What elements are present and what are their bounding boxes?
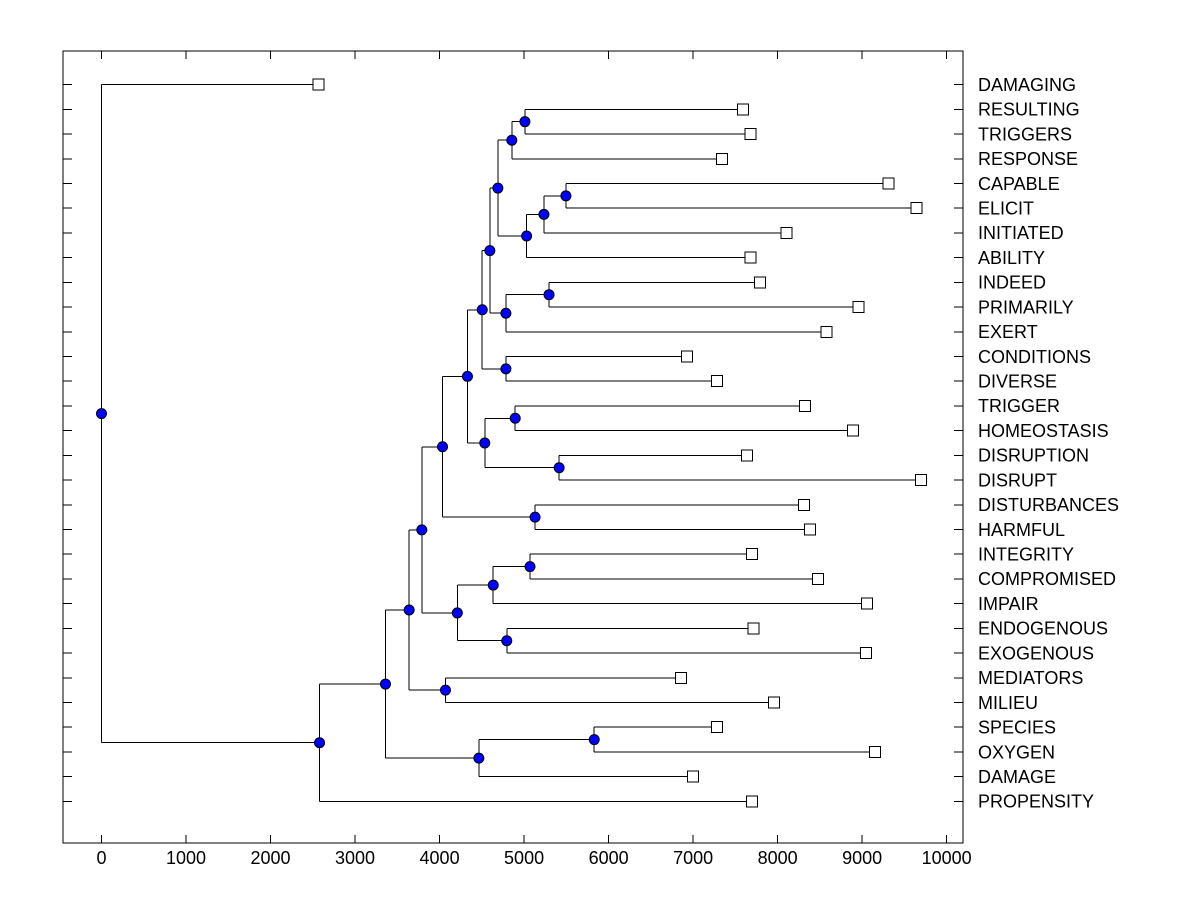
leaf-marker	[883, 178, 894, 189]
x-tick-label: 1000	[165, 848, 207, 868]
internal-node-marker	[417, 525, 427, 535]
internal-node-marker	[477, 305, 487, 315]
internal-node-marker	[404, 605, 414, 615]
internal-node-marker	[488, 580, 498, 590]
x-tick-label: 4000	[419, 848, 460, 868]
leaf-label: RESPONSE	[978, 149, 1079, 170]
leaf-label: COMPROMISED	[978, 569, 1117, 590]
x-tick-label: 7000	[673, 848, 714, 868]
leaf-label: HARMFUL	[978, 519, 1066, 540]
x-tick-label: 9000	[842, 848, 883, 868]
leaf-label: ABILITY	[978, 247, 1046, 268]
internal-node-marker	[502, 636, 512, 646]
leaf-marker	[813, 573, 824, 584]
internal-node-marker	[525, 562, 535, 572]
internal-node-marker	[438, 442, 448, 452]
leaf-label: PROPENSITY	[978, 791, 1095, 812]
x-tick-label: 2000	[250, 848, 291, 868]
leaf-marker	[847, 425, 858, 436]
leaf-marker	[746, 796, 757, 807]
leaf-marker	[313, 79, 324, 90]
leaf-marker	[745, 252, 756, 263]
internal-node-marker	[480, 438, 490, 448]
leaf-marker	[675, 672, 686, 683]
leaf-label: DISRUPTION	[978, 445, 1090, 466]
x-tick-label: 3000	[335, 848, 376, 868]
leaf-label: DIVERSE	[978, 371, 1058, 392]
internal-node-marker	[589, 735, 599, 745]
internal-node-marker	[440, 685, 450, 695]
leaf-label: TRIGGERS	[978, 124, 1073, 145]
internal-node-marker	[452, 608, 462, 618]
x-tick-label: 5000	[504, 848, 545, 868]
leaf-marker	[915, 475, 926, 486]
leaf-label: DISTURBANCES	[978, 495, 1120, 516]
internal-node-marker	[530, 512, 540, 522]
leaf-label: DAMAGE	[978, 766, 1057, 787]
internal-node-marker	[544, 290, 554, 300]
leaf-marker	[741, 450, 752, 461]
leaf-label: CONDITIONS	[978, 346, 1092, 367]
leaf-marker	[805, 524, 816, 535]
leaf-label: CAPABLE	[978, 173, 1060, 194]
internal-node-marker	[493, 183, 503, 193]
internal-node-marker	[539, 209, 549, 219]
leaf-label: INITIATED	[978, 223, 1064, 244]
leaf-marker	[911, 203, 922, 214]
x-tick-label: 0	[96, 848, 107, 868]
leaf-marker	[862, 598, 873, 609]
internal-node-marker	[485, 246, 495, 256]
internal-node-marker	[507, 135, 517, 145]
leaf-marker	[748, 623, 759, 634]
leaf-label: IMPAIR	[978, 593, 1039, 614]
internal-node-marker	[462, 371, 472, 381]
leaf-label: ENDOGENOUS	[978, 618, 1109, 639]
leaf-marker	[869, 746, 880, 757]
leaf-label: MILIEU	[978, 692, 1039, 713]
leaf-label: TRIGGER	[978, 396, 1061, 417]
leaf-marker	[746, 549, 757, 560]
x-tick-label: 8000	[757, 848, 798, 868]
leaf-marker	[768, 697, 779, 708]
x-tick-label: 10000	[921, 848, 972, 868]
leaf-marker	[682, 351, 693, 362]
leaf-label: MEDIATORS	[978, 668, 1084, 689]
internal-node-marker	[510, 413, 520, 423]
internal-node-marker	[97, 409, 107, 419]
internal-node-marker	[561, 191, 571, 201]
internal-node-marker	[522, 231, 532, 241]
internal-node-marker	[520, 117, 530, 127]
leaf-label: EXOGENOUS	[978, 643, 1095, 664]
leaf-marker	[745, 129, 756, 140]
x-tick-label: 6000	[588, 848, 629, 868]
leaf-marker	[688, 771, 699, 782]
leaf-marker	[853, 302, 864, 313]
internal-node-marker	[474, 753, 484, 763]
leaf-label: EXERT	[978, 322, 1038, 343]
leaf-marker	[754, 277, 765, 288]
leaf-marker	[781, 227, 792, 238]
leaf-label: PRIMARILY	[978, 297, 1074, 318]
leaf-label: OXYGEN	[978, 742, 1056, 763]
internal-node-marker	[380, 679, 390, 689]
internal-node-marker	[501, 364, 511, 374]
leaf-label: DAMAGING	[978, 74, 1077, 95]
leaf-marker	[716, 153, 727, 164]
leaf-label: INDEED	[978, 272, 1047, 293]
internal-node-marker	[554, 463, 564, 473]
leaf-marker	[737, 104, 748, 115]
leaf-label: HOMEOSTASIS	[978, 420, 1109, 441]
leaf-marker	[821, 326, 832, 337]
leaf-label: SPECIES	[978, 717, 1057, 738]
leaf-label: DISRUPT	[978, 470, 1058, 491]
leaf-marker	[798, 499, 809, 510]
leaf-marker	[712, 376, 723, 387]
internal-node-marker	[315, 738, 325, 748]
leaf-marker	[860, 648, 871, 659]
leaf-label: INTEGRITY	[978, 544, 1075, 565]
leaf-marker	[800, 400, 811, 411]
internal-node-marker	[501, 308, 511, 318]
leaf-marker	[712, 722, 723, 733]
leaf-label: RESULTING	[978, 99, 1080, 120]
leaf-label: ELICIT	[978, 198, 1035, 219]
